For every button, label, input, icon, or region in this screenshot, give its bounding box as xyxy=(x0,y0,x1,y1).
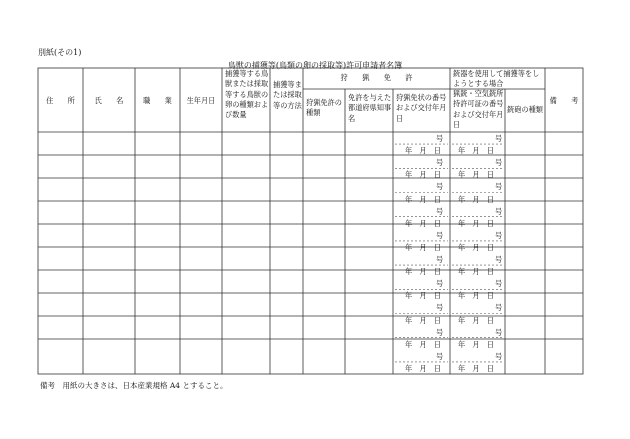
number-label: 号 xyxy=(495,303,503,313)
number-label: 号 xyxy=(495,206,503,216)
number-label: 号 xyxy=(495,327,503,337)
date-label: 年 月 日 xyxy=(458,291,494,301)
date-label: 年 月 日 xyxy=(405,242,441,252)
header-gun-group: 銃器を使用して捕獲等をしようとする場合 xyxy=(453,69,540,89)
date-label: 年 月 日 xyxy=(405,267,441,277)
number-label: 号 xyxy=(436,327,444,337)
header-issuer: 免許を与えた都道府県知事名 xyxy=(348,93,392,123)
date-label: 年 月 日 xyxy=(458,242,494,252)
date-label: 年 月 日 xyxy=(458,194,494,204)
date-label: 年 月 日 xyxy=(405,339,441,349)
date-label: 年 月 日 xyxy=(405,363,441,373)
attachment-label: 別紙(その1) xyxy=(38,48,82,57)
number-label: 号 xyxy=(495,158,503,168)
header-species: 捕獲等する鳥獣または採取等する鳥獣の卵の種類および数量 xyxy=(225,69,269,120)
form-title: 鳥獣の捕獲等(鳥類の卵の採取等)許可申請者名簿 xyxy=(227,61,403,70)
header-license-number: 狩猟免状の番号および交付年月日 xyxy=(396,93,447,123)
date-label: 年 月 日 xyxy=(405,170,441,180)
header-gun-type: 銃砲の種類 xyxy=(507,105,543,114)
number-label: 号 xyxy=(495,255,503,264)
number-label: 号 xyxy=(436,279,444,289)
header-name: 氏 名 xyxy=(94,96,124,105)
date-label: 年 月 日 xyxy=(458,267,494,277)
date-label: 年 月 日 xyxy=(405,146,441,156)
header-gun-permit: 猟銃・空気銃所持許可証の番号および交付年月日 xyxy=(453,89,504,129)
header-occupation: 職 業 xyxy=(143,96,172,105)
header-method: 捕獲等または採取等の方法 xyxy=(273,80,302,110)
number-label: 号 xyxy=(495,279,503,289)
number-label: 号 xyxy=(436,230,444,240)
date-label: 年 月 日 xyxy=(458,339,494,349)
date-label: 年 月 日 xyxy=(405,291,441,301)
header-address: 住 所 xyxy=(46,96,75,105)
number-label: 号 xyxy=(436,158,444,168)
number-label: 号 xyxy=(495,351,503,361)
header-birthdate: 生年月日 xyxy=(186,96,216,105)
date-label: 年 月 日 xyxy=(405,218,441,228)
date-label: 年 月 日 xyxy=(458,146,494,156)
date-label: 年 月 日 xyxy=(458,315,494,325)
header-license-type: 狩猟免許の種類 xyxy=(306,98,342,118)
number-label: 号 xyxy=(495,134,503,143)
number-label: 号 xyxy=(436,255,444,264)
number-label: 号 xyxy=(495,182,503,192)
date-label: 年 月 日 xyxy=(458,170,494,180)
number-label: 号 xyxy=(436,206,444,216)
date-label: 年 月 日 xyxy=(405,194,441,204)
number-label: 号 xyxy=(436,351,444,361)
date-label: 年 月 日 xyxy=(405,315,441,325)
header-license-group: 狩 猟 免 許 xyxy=(340,73,413,82)
header-remarks: 備 考 xyxy=(549,96,579,105)
number-label: 号 xyxy=(495,230,503,240)
number-label: 号 xyxy=(436,303,444,313)
number-label: 号 xyxy=(436,182,444,192)
date-label: 年 月 日 xyxy=(458,363,494,373)
number-label: 号 xyxy=(436,134,444,143)
footer-note: 備考 用紙の大きさは、日本産業規格 A4 とすること。 xyxy=(40,381,228,390)
date-label: 年 月 日 xyxy=(458,218,494,228)
